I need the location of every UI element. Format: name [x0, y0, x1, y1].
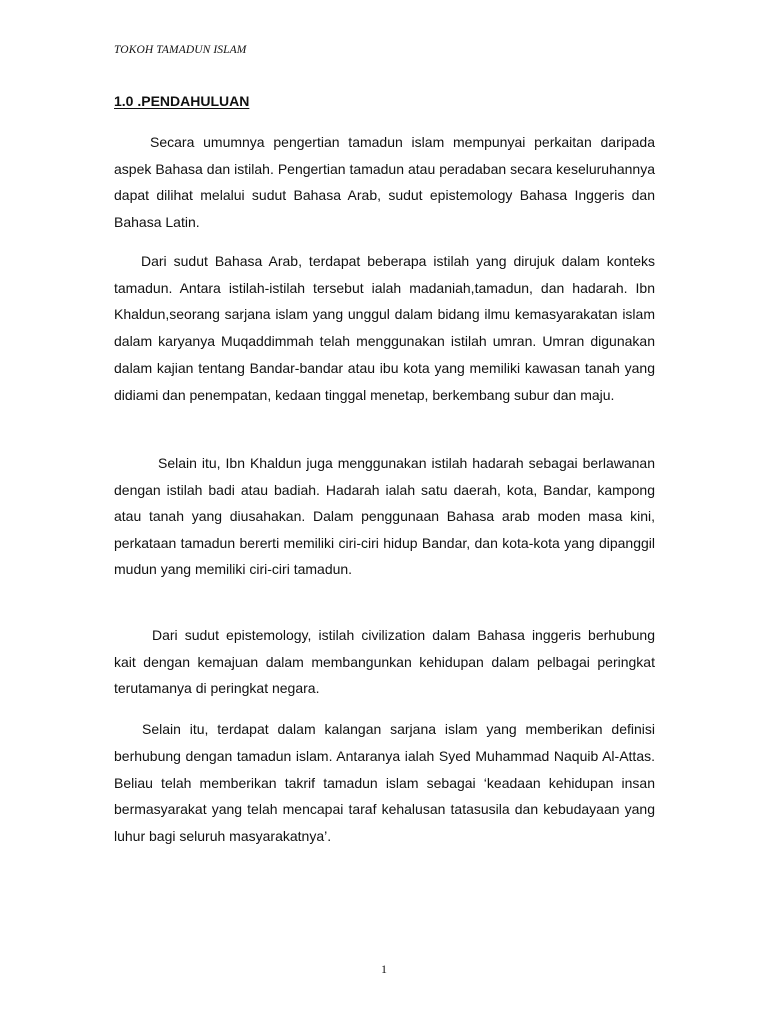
- paragraph-2: Dari sudut Bahasa Arab, terdapat beberapa istilah yang dirujuk dalam konteks tamadun. Antara istilah-istilah tersebut ialah madaniah,tamadun, dan hadarah. Ibn Khaldun,seorang sarjana islam yang unggul dalam bidang ilmu kemasyarakatan islam dalam karyanya Muqaddimmah telah menggunakan istilah umran. Umran digunakan dalam kajian tentang Bandar-bandar atau ibu kota yang memiliki kawasan tanah yang didiami dan penempatan, kedaan tinggal menetap, berkembang subur dan maju.: [114, 253, 655, 403]
- running-header: TOKOH TAMADUN ISLAM: [114, 44, 247, 56]
- paragraph-3: Selain itu, Ibn Khaldun juga menggunakan istilah hadarah sebagai berlawanan dengan istilah badi atau badiah. Hadarah ialah satu daerah, kota, Bandar, kampong atau tanah yang diusahakan. Dalam penggunaan Bahasa arab moden masa kini, perkataan tamadun bererti memiliki ciri-ciri hidup Bandar, dan kota-kota yang dipanggil mudun yang memiliki ciri-ciri tamadun.: [114, 455, 655, 578]
- section-heading: 1.0 .PENDAHULUAN: [114, 93, 250, 109]
- paragraph-4: Dari sudut epistemology, istilah civilization dalam Bahasa inggeris berhubung kait dengan kemajuan dalam membangunkan kehidupan dalam pelbagai peringkat terutamanya di peringkat negara.: [114, 627, 655, 697]
- paragraph-5: Selain itu, terdapat dalam kalangan sarjana islam yang memberikan definisi berhubung dengan tamadun islam. Antaranya ialah Syed Muhammad Naquib Al-Attas. Beliau telah memberikan takrif tamadun islam sebagai ‘keadaan kehidupan insan bermasyarakat yang telah mencapai taraf kehalusan tatasusila dan kebudayaan yang luhur bagi seluruh masyarakatnya’.: [114, 721, 655, 845]
- page-number: 1: [381, 962, 387, 976]
- paragraph-1: Secara umumnya pengertian tamadun islam mempunyai perkaitan daripada aspek Bahasa dan istilah. Pengertian tamadun atau peradaban secara keseluruhannya dapat dilihat melalui sudut Bahasa Arab, sudut epistemology Bahasa Inggeris dan Bahasa Latin.: [114, 134, 655, 230]
